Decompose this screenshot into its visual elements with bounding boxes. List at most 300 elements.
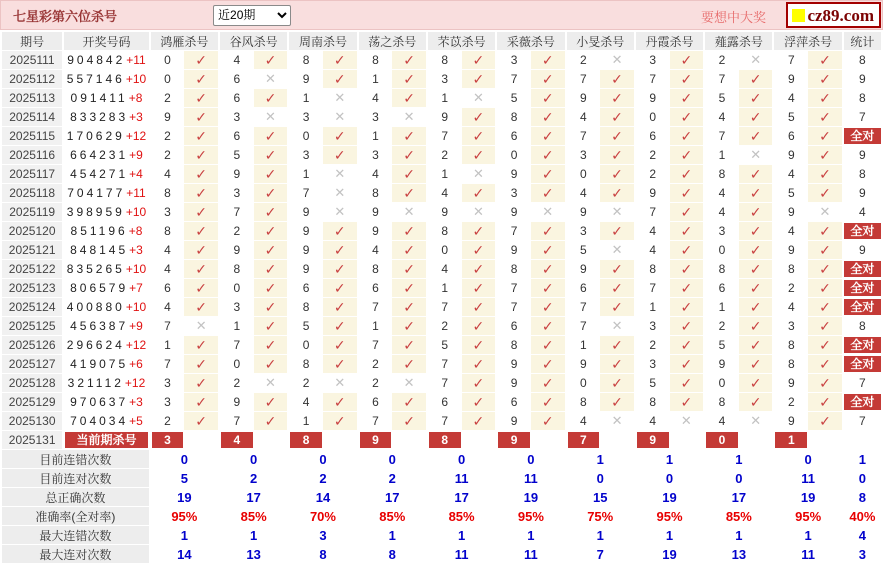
check-icon: ✓ — [600, 184, 634, 202]
kill-number: 4 — [649, 243, 657, 257]
draw-bonus: +5 — [129, 414, 143, 428]
kill-number: 8 — [649, 262, 657, 276]
kill-number: 9 — [510, 414, 518, 428]
check-icon: ✓ — [184, 127, 218, 145]
kill-cell — [428, 165, 495, 183]
kill-cell-inner — [151, 279, 218, 297]
kill-number: 2 — [441, 319, 449, 333]
kill-cell — [220, 70, 287, 88]
draw-digits: 454271 — [70, 167, 129, 181]
kill-number: 9 — [164, 110, 171, 124]
kill-cell-inner — [705, 431, 772, 449]
draw-digits: 456387 — [70, 319, 129, 333]
draw-digits: 851196 — [70, 224, 128, 238]
col-header: 荡之杀号 — [359, 32, 426, 50]
draw-digits: 833283 — [70, 110, 129, 124]
kill-number: 9 — [233, 243, 241, 257]
kill-cell-inner — [497, 298, 564, 316]
kill-cell-inner — [151, 184, 218, 202]
kill-number: 7 — [580, 129, 587, 143]
check-icon: ✓ — [600, 222, 634, 240]
kill-cell-inner — [497, 393, 564, 411]
draw-number-cell — [64, 165, 148, 183]
kill-cell-inner — [774, 431, 841, 449]
kill-cell — [774, 146, 841, 164]
kill-cell — [359, 127, 426, 145]
kill-cell-inner — [497, 184, 564, 202]
kill-cell-inner — [220, 146, 287, 164]
kill-cell — [497, 317, 564, 335]
kill-cell-inner — [220, 279, 287, 297]
kill-cell — [289, 108, 356, 126]
kill-cell-inner — [428, 203, 495, 221]
period-cell: 2025122 — [2, 260, 62, 278]
kill-cell-inner — [497, 127, 564, 145]
kill-number: 7 — [441, 129, 449, 143]
kill-cell-inner — [774, 355, 841, 373]
kill-cell — [497, 51, 564, 69]
kill-cell — [774, 355, 841, 373]
current-kill-badge: 1 — [775, 432, 807, 448]
kill-cell-inner — [289, 374, 356, 392]
kill-cell-inner — [359, 89, 426, 107]
check-icon: ✓ — [808, 127, 842, 145]
kill-number: 5 — [718, 91, 726, 105]
kill-number: 3 — [233, 300, 241, 314]
kill-number: 7 — [580, 319, 587, 333]
empty-icon-slot — [392, 431, 426, 449]
check-icon: ✓ — [254, 203, 288, 221]
summary-value: 11 — [454, 546, 469, 562]
kill-cell — [497, 146, 564, 164]
kill-cell — [428, 393, 495, 411]
draw-number-cell — [64, 317, 148, 335]
kill-cell-inner — [774, 222, 841, 240]
kill-cell-inner — [151, 336, 218, 354]
kill-cell-inner — [428, 412, 495, 430]
summary-value: 11 — [524, 546, 538, 562]
check-icon: ✓ — [670, 184, 704, 202]
kill-cell-inner — [705, 51, 772, 69]
kill-cell-inner — [151, 203, 218, 221]
promo-text: 要想中大奖 — [700, 10, 766, 25]
kill-cell-inner — [220, 336, 287, 354]
empty-icon-slot — [462, 431, 496, 449]
check-icon: ✓ — [254, 184, 288, 202]
col-header: 小旻杀号 — [567, 32, 634, 50]
kill-number: 8 — [510, 110, 518, 124]
cross-icon: ✕ — [472, 204, 484, 219]
kill-cell-inner — [289, 222, 356, 240]
kill-number: 4 — [718, 186, 726, 200]
allright-badge: 全对 — [844, 128, 881, 144]
check-icon: ✓ — [739, 184, 773, 202]
kill-cell — [428, 184, 495, 202]
kill-number: 8 — [164, 186, 171, 200]
check-icon: ✓ — [184, 203, 218, 221]
kill-cell — [705, 374, 772, 392]
kill-cell-inner — [289, 317, 356, 335]
kill-cell — [705, 222, 772, 240]
kill-cell-inner — [428, 431, 495, 449]
check-icon: ✓ — [808, 146, 842, 164]
period-cell: 2025113 — [2, 89, 62, 107]
period-select[interactable] — [213, 5, 291, 26]
check-icon: ✓ — [254, 393, 288, 411]
check-icon: ✓ — [600, 298, 634, 316]
kill-cell — [497, 70, 564, 88]
kill-cell — [774, 374, 841, 392]
kill-number: 2 — [164, 414, 171, 428]
kill-cell-inner — [636, 241, 703, 259]
kill-cell — [359, 412, 426, 430]
kill-cell — [220, 184, 287, 202]
kill-number: 7 — [510, 224, 518, 238]
kill-cell-inner — [636, 374, 703, 392]
kill-cell-inner — [428, 260, 495, 278]
kill-cell-inner — [774, 51, 841, 69]
kill-number: 2 — [787, 395, 795, 409]
kill-cell-inner — [497, 146, 564, 164]
check-icon: ✓ — [531, 70, 565, 88]
kill-number: 8 — [510, 262, 518, 276]
summary-value: 11 — [524, 470, 538, 486]
check-icon: ✓ — [670, 165, 704, 183]
kill-number: 3 — [164, 205, 171, 219]
kill-cell-inner — [705, 89, 772, 107]
stat-cell: 8 — [859, 319, 866, 333]
draw-bonus: +11 — [126, 53, 146, 67]
draw-number-cell — [64, 108, 148, 126]
check-icon: ✓ — [600, 89, 634, 107]
empty-icon-slot — [670, 431, 704, 449]
kill-cell-inner — [705, 146, 772, 164]
cross-icon: ✕ — [472, 166, 484, 181]
kill-number: 9 — [510, 167, 518, 181]
allright-badge: 全对 — [844, 356, 881, 372]
cross-icon: ✕ — [334, 109, 346, 124]
kill-cell — [705, 70, 772, 88]
period-cell: 2025116 — [2, 146, 62, 164]
kill-cell — [151, 241, 218, 259]
kill-cell — [567, 260, 634, 278]
current-label-cell — [64, 431, 148, 449]
summary-value: 0 — [319, 451, 327, 467]
check-icon: ✓ — [323, 336, 357, 354]
check-icon: ✓ — [531, 298, 565, 316]
table-row — [2, 70, 881, 88]
check-icon: ✓ — [600, 70, 634, 88]
kill-cell-inner — [359, 393, 426, 411]
kill-cell-inner — [359, 412, 426, 430]
summary-label: 最大连对次数 — [2, 545, 149, 563]
check-icon: ✓ — [600, 108, 634, 126]
kill-cell — [359, 165, 426, 183]
kill-number: 4 — [302, 395, 310, 409]
kill-number: 9 — [510, 357, 518, 371]
kill-cell — [497, 241, 564, 259]
kill-cell — [497, 89, 564, 107]
kill-number: 7 — [164, 319, 171, 333]
kill-number: 9 — [787, 414, 795, 428]
period-cell: 2025117 — [2, 165, 62, 183]
cross-icon: ✕ — [611, 413, 623, 428]
check-icon: ✓ — [600, 374, 634, 392]
stat-cell: 9 — [859, 148, 866, 162]
check-icon: ✓ — [254, 298, 288, 316]
logo-square-icon — [792, 9, 805, 22]
kill-cell-inner — [151, 355, 218, 373]
cross-icon: ✕ — [750, 147, 762, 162]
kill-number: 7 — [580, 72, 587, 86]
cross-icon: ✕ — [403, 204, 415, 219]
kill-cell — [220, 241, 287, 259]
check-icon: ✓ — [531, 317, 565, 335]
kill-cell — [220, 203, 287, 221]
kill-cell-inner — [497, 317, 564, 335]
table-row — [2, 127, 881, 145]
kill-cell — [428, 51, 495, 69]
check-icon: ✓ — [462, 279, 496, 297]
kill-cell — [497, 298, 564, 316]
kill-cell-inner — [705, 222, 772, 240]
summary-value: 40% — [849, 508, 876, 524]
summary-value: 19 — [177, 489, 192, 505]
kill-cell — [289, 203, 356, 221]
draw-bonus: +12 — [125, 129, 147, 143]
kill-number: 1 — [441, 167, 449, 181]
kill-cell — [220, 279, 287, 297]
kill-number: 4 — [441, 262, 449, 276]
kill-number: 5 — [580, 243, 587, 257]
kill-cell-inner — [289, 51, 356, 69]
table-row — [2, 89, 881, 107]
summary-value: 95% — [171, 508, 198, 524]
check-icon: ✓ — [739, 298, 773, 316]
kill-cell-inner — [359, 165, 426, 183]
kill-number: 7 — [372, 414, 379, 428]
kill-cell — [705, 203, 772, 221]
kill-cell-inner — [705, 108, 772, 126]
kill-number: 8 — [787, 357, 795, 371]
kill-number: 6 — [718, 281, 726, 295]
site-logo[interactable] — [786, 2, 881, 28]
kill-cell — [428, 222, 495, 240]
kill-cell — [774, 70, 841, 88]
kill-cell — [497, 279, 564, 297]
check-icon: ✓ — [392, 222, 426, 240]
cross-icon: ✕ — [611, 242, 623, 257]
check-icon: ✓ — [600, 165, 634, 183]
summary-value: 17 — [454, 489, 469, 505]
check-icon: ✓ — [323, 127, 357, 145]
kill-cell-inner — [567, 374, 634, 392]
kill-number: 7 — [233, 205, 241, 219]
kill-cell-inner — [497, 241, 564, 259]
kill-number: 6 — [510, 319, 518, 333]
kill-number: 3 — [441, 72, 449, 86]
kill-cell-inner — [705, 336, 772, 354]
summary-value: 11 — [454, 470, 469, 486]
kill-number: 7 — [649, 281, 657, 295]
kill-cell — [567, 336, 634, 354]
check-icon: ✓ — [739, 374, 773, 392]
kill-cell-inner — [636, 146, 703, 164]
kill-cell — [636, 412, 703, 430]
kill-number: 3 — [302, 110, 310, 124]
kill-cell — [497, 374, 564, 392]
kill-cell-inner — [220, 260, 287, 278]
kill-cell-inner — [567, 431, 634, 449]
summary-value: 1 — [596, 527, 604, 543]
kill-cell-inner — [774, 203, 841, 221]
kill-number: 8 — [787, 338, 795, 352]
kill-number: 4 — [164, 167, 171, 181]
summary-value: 4 — [858, 527, 867, 543]
draw-number-cell — [64, 70, 148, 88]
kill-cell — [636, 165, 703, 183]
kill-cell-inner — [567, 165, 634, 183]
kill-cell — [705, 260, 772, 278]
cross-icon: ✕ — [334, 166, 346, 181]
kill-number: 1 — [718, 300, 726, 314]
kill-cell — [705, 355, 772, 373]
empty-icon-slot — [184, 431, 218, 449]
check-icon: ✓ — [184, 279, 218, 297]
check-icon: ✓ — [462, 222, 496, 240]
kill-cell — [705, 279, 772, 297]
draw-bonus: +10 — [125, 72, 147, 86]
kill-cell — [151, 260, 218, 278]
kill-number: 4 — [233, 53, 241, 67]
check-icon: ✓ — [392, 51, 426, 69]
kill-cell — [220, 165, 287, 183]
kill-number: 8 — [580, 395, 587, 409]
kill-number: 7 — [510, 281, 518, 295]
kill-cell — [497, 393, 564, 411]
draw-digits: 835265 — [66, 262, 125, 276]
summary-value: 1 — [804, 527, 812, 543]
check-icon: ✓ — [739, 355, 773, 373]
kill-number: 0 — [718, 376, 726, 390]
check-icon: ✓ — [184, 298, 218, 316]
kill-cell-inner — [774, 412, 841, 430]
col-header: 芣苡杀号 — [428, 32, 495, 50]
kill-cell-inner — [428, 127, 495, 145]
draw-number-cell — [64, 336, 148, 354]
kill-cell-inner — [428, 89, 495, 107]
kill-number: 9 — [302, 72, 310, 86]
cross-icon: ✕ — [750, 413, 762, 428]
kill-cell-inner — [289, 165, 356, 183]
kill-cell — [428, 298, 495, 316]
check-icon: ✓ — [392, 260, 426, 278]
kill-cell-inner — [359, 127, 426, 145]
kill-number: 8 — [649, 395, 657, 409]
summary-value: 1 — [735, 527, 743, 543]
kill-cell-inner — [705, 165, 772, 183]
summary-value: 0 — [180, 451, 188, 467]
kill-cell-inner — [151, 70, 218, 88]
kill-cell — [151, 355, 218, 373]
kill-number: 7 — [164, 357, 171, 371]
kill-cell — [289, 317, 356, 335]
allright-badge: 全对 — [844, 223, 881, 239]
check-icon: ✓ — [462, 108, 496, 126]
check-icon: ✓ — [670, 279, 704, 297]
stat-cell: 9 — [859, 186, 866, 200]
kill-cell — [774, 165, 841, 183]
summary-value: 95% — [795, 508, 822, 524]
kill-cell — [428, 203, 495, 221]
kill-number: 1 — [580, 338, 587, 352]
kill-cell-inner — [289, 336, 356, 354]
table-row — [2, 222, 881, 240]
kill-cell — [774, 51, 841, 69]
summary-value: 1 — [457, 527, 466, 543]
kill-number: 3 — [372, 148, 379, 162]
current-kill-number — [220, 431, 254, 449]
kill-cell-inner — [151, 108, 218, 126]
kill-cell — [774, 279, 841, 297]
kill-number: 5 — [302, 319, 310, 333]
kill-number: 7 — [580, 300, 587, 314]
kill-number: 9 — [787, 243, 795, 257]
kill-number: 3 — [649, 53, 657, 67]
summary-value: 0 — [596, 470, 604, 486]
table-row — [2, 336, 881, 354]
kill-number: 0 — [233, 281, 241, 295]
kill-cell — [636, 317, 703, 335]
kill-cell — [289, 146, 356, 164]
kill-number: 9 — [510, 243, 518, 257]
summary-value: 0 — [527, 451, 535, 467]
draw-digits: 848145 — [70, 243, 129, 257]
kill-cell — [774, 393, 841, 411]
check-icon: ✓ — [670, 51, 704, 69]
kill-cell — [289, 336, 356, 354]
kill-cell-inner — [151, 146, 218, 164]
kill-number: 9 — [510, 376, 518, 390]
draw-number-cell — [64, 203, 148, 221]
draw-number-cell — [64, 241, 148, 259]
kill-cell-inner — [636, 127, 703, 145]
kill-number: 7 — [233, 414, 241, 428]
check-icon: ✓ — [392, 355, 426, 373]
kill-cell — [774, 203, 841, 221]
kill-number: 4 — [718, 205, 726, 219]
check-icon: ✓ — [184, 336, 218, 354]
kill-cell-inner — [220, 70, 287, 88]
kill-number: 1 — [372, 72, 379, 86]
header-row — [2, 32, 881, 50]
kill-cell — [428, 241, 495, 259]
kill-cell-inner — [567, 146, 634, 164]
kill-cell-inner — [636, 336, 703, 354]
check-icon: ✓ — [600, 127, 634, 145]
kill-number: 9 — [649, 186, 657, 200]
kill-number: 2 — [164, 129, 171, 143]
current-kill-number — [497, 431, 531, 449]
kill-number: 9 — [718, 357, 726, 371]
kill-cell — [636, 108, 703, 126]
kill-cell-inner — [636, 298, 703, 316]
summary-row — [2, 488, 881, 506]
check-icon: ✓ — [462, 51, 496, 69]
cross-icon: ✕ — [750, 52, 762, 67]
kill-number: 8 — [372, 186, 379, 200]
col-header: 开奖号码 — [64, 32, 148, 50]
